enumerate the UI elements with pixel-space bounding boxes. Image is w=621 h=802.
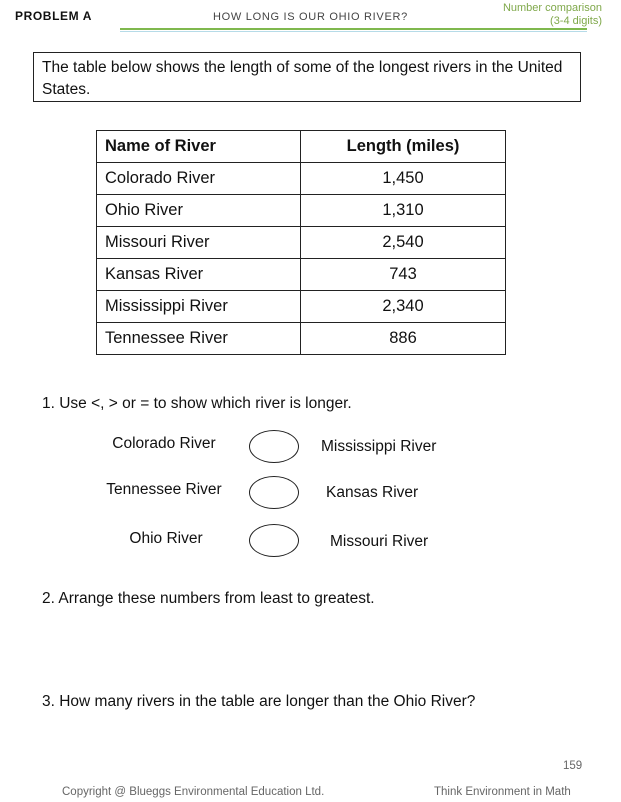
page-number: 159 — [563, 760, 583, 772]
topic-label — [503, 2, 602, 28]
comparison-2-answer-oval[interactable] — [249, 476, 299, 509]
table-row — [97, 227, 506, 259]
river-length-cell: 743 — [301, 259, 506, 291]
intro-text-box: The table below shows the length of some of the longest rivers in the United States. — [33, 52, 581, 102]
table-row — [97, 291, 506, 323]
river-length-cell: 886 — [301, 323, 506, 355]
copyright-text: Copyright @ Blueggs Environmental Education Ltd. — [62, 786, 325, 798]
question-3: 3. How many rivers in the table are longer than the Ohio River? — [42, 693, 476, 710]
table-row — [97, 323, 506, 355]
river-name-cell: Mississippi River — [97, 291, 301, 323]
comparison-3-left: Ohio River — [129, 530, 203, 547]
river-name-cell: Ohio River — [97, 195, 301, 227]
column-header-length: Length (miles) — [301, 131, 506, 163]
river-length-cell: 1,450 — [301, 163, 506, 195]
river-length-cell: 1,310 — [301, 195, 506, 227]
river-name-cell: Tennessee River — [97, 323, 301, 355]
comparison-3-answer-oval[interactable] — [249, 524, 299, 557]
header-divider — [120, 28, 587, 30]
comparison-2-left: Tennessee River — [106, 481, 222, 498]
question-2: 2. Arrange these numbers from least to greatest. — [42, 590, 375, 607]
river-name-cell: Kansas River — [97, 259, 301, 291]
table-row — [97, 163, 506, 195]
river-name-cell: Colorado River — [97, 163, 301, 195]
river-name-cell: Missouri River — [97, 227, 301, 259]
page-title: HOW LONG IS OUR OHIO RIVER? — [213, 11, 408, 23]
comparison-3-right: Missouri River — [330, 533, 429, 550]
comparison-1-right: Mississippi River — [321, 438, 437, 455]
river-length-cell: 2,540 — [301, 227, 506, 259]
topic-line-1: Number comparison — [502, 2, 602, 14]
comparison-1-left: Colorado River — [112, 435, 216, 452]
river-length-cell: 2,340 — [301, 291, 506, 323]
comparison-2-right: Kansas River — [326, 484, 419, 501]
question-1: 1. Use <, > or = to show which river is longer. — [42, 395, 352, 412]
topic-line-2: (3-4 digits) — [550, 15, 602, 27]
problem-label: PROBLEM A — [15, 9, 92, 23]
table-row — [97, 259, 506, 291]
header-divider-accent — [120, 31, 587, 32]
table-header-row — [97, 131, 506, 163]
series-title: Think Environment in Math — [434, 786, 571, 798]
river-length-table — [96, 130, 506, 355]
column-header-river-name: Name of River — [97, 131, 301, 163]
comparison-1-answer-oval[interactable] — [249, 430, 299, 463]
table-row — [97, 195, 506, 227]
